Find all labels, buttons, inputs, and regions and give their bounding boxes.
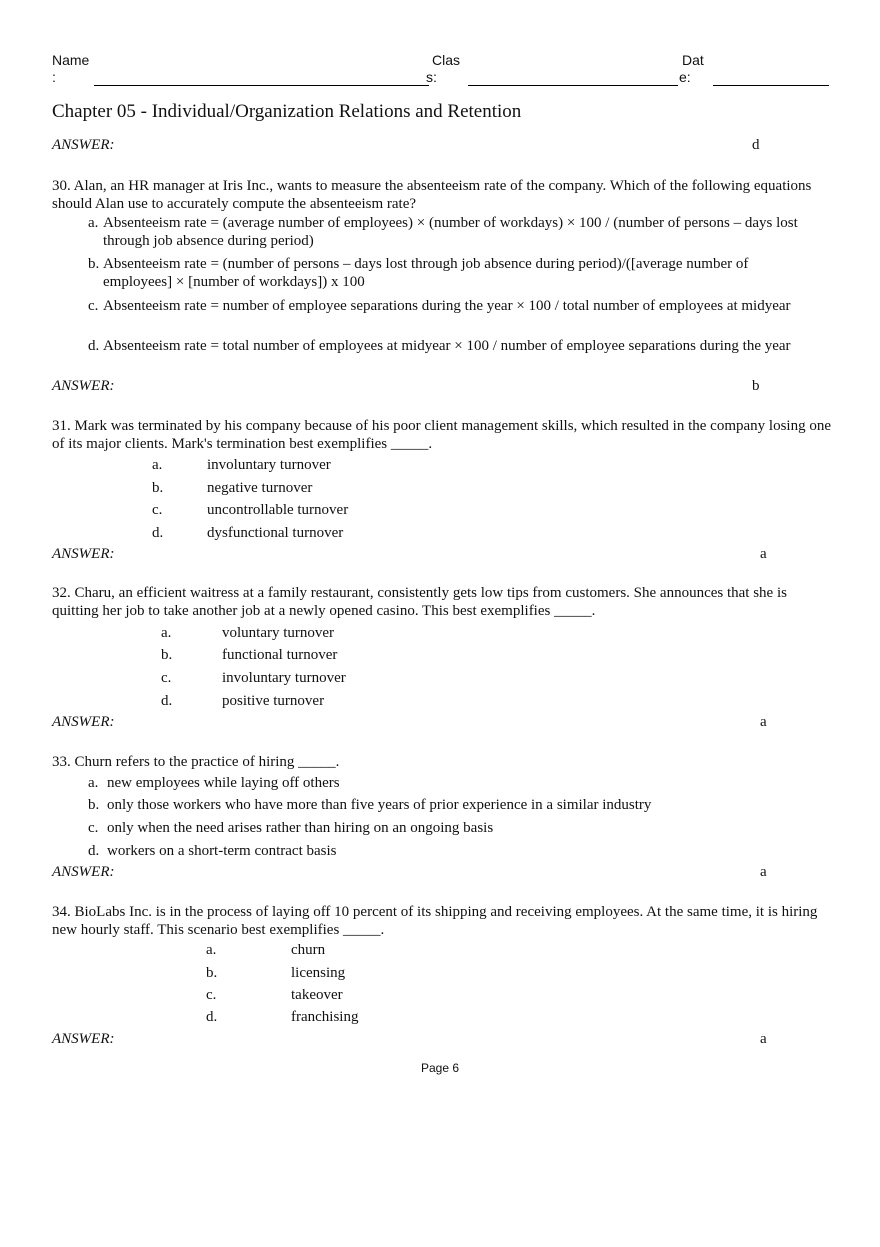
q31-option-letter: b.	[152, 480, 164, 496]
answer-label: ANSWER:	[52, 137, 115, 153]
page-number: Page 6	[420, 1061, 460, 1075]
q34-option-b[interactable]: licensing	[291, 965, 346, 981]
q30-option-b[interactable]	[88, 255, 798, 291]
option-text: Absenteeism rate = total number of employees at midyear × 100 / number of employee separations during the year	[103, 338, 791, 354]
q32-option-letter: b.	[161, 647, 173, 663]
answer-value: a	[760, 546, 767, 562]
q34-option-letter: a.	[206, 942, 217, 958]
q34-option-letter: d.	[206, 1009, 218, 1025]
question-33-stem: 33. Churn refers to the practice of hiring _____.	[52, 754, 340, 770]
q33-option-letter: c.	[88, 820, 99, 836]
q33-option-b[interactable]: only those workers who have more than five years of prior experience in a similar industry	[107, 797, 652, 813]
option-text: Absenteeism rate = (number of persons – days lost through job absence during period)/([average number of employees] × [number of workdays]) x 100	[103, 256, 749, 290]
q32-option-c[interactable]: involuntary turnover	[222, 670, 346, 686]
q33-option-letter: d.	[88, 843, 100, 859]
q34-option-d[interactable]: franchising	[291, 1009, 359, 1025]
q31-option-d[interactable]: dysfunctional turnover	[207, 525, 344, 541]
q32-option-a[interactable]: voluntary turnover	[222, 625, 335, 641]
answer-value: a	[760, 864, 767, 880]
answer-value: a	[760, 1031, 767, 1047]
question-31-stem: 31. Mark was terminated by his company because of his poor client management skills, which resulted in the company losing one of its major clients. Mark's termination best exemplifies _____.	[52, 418, 831, 452]
option-text: Absenteeism rate = number of employee separations during the year × 100 / total number of employees at midyear	[103, 298, 791, 314]
q33-option-d[interactable]: workers on a short-term contract basis	[107, 843, 337, 859]
answer-label: ANSWER:	[52, 1031, 115, 1047]
q32-option-letter: d.	[161, 693, 173, 709]
option-letter: a.	[88, 215, 99, 231]
class-field-line[interactable]	[468, 85, 678, 86]
q33-option-letter: b.	[88, 797, 100, 813]
option-letter: d.	[88, 338, 100, 354]
option-text: Absenteeism rate = (average number of employees) × (number of workdays) × 100 / (number of persons – days lost through job absence during period)	[103, 215, 798, 249]
answer-value: b	[752, 378, 760, 394]
q32-option-letter: a.	[161, 625, 172, 641]
date-field-line[interactable]	[713, 85, 829, 86]
q31-option-a[interactable]: involuntary turnover	[207, 457, 331, 473]
answer-label: ANSWER:	[52, 714, 115, 730]
answer-label: ANSWER:	[52, 546, 115, 562]
q34-option-c[interactable]: takeover	[291, 987, 343, 1003]
answer-label: ANSWER:	[52, 378, 115, 394]
q31-option-b[interactable]: negative turnover	[207, 480, 313, 496]
option-letter: b.	[88, 256, 100, 272]
question-32-stem: 32. Charu, an efficient waitress at a family restaurant, consistently gets low tips from customers. She announces that she is quitting her job to take another job at a newly opened casino. This best exemplifies _____.	[52, 585, 787, 619]
q32-option-letter: c.	[161, 670, 172, 686]
answer-value: a	[760, 714, 767, 730]
q30-option-c[interactable]	[88, 297, 798, 315]
q30-option-d[interactable]	[88, 337, 798, 355]
name-label: Name :	[52, 52, 90, 85]
q32-option-b[interactable]: functional turnover	[222, 647, 338, 663]
q34-option-letter: c.	[206, 987, 217, 1003]
question-34-stem: 34. BioLabs Inc. is in the process of laying off 10 percent of its shipping and receiving employees. At the same time, it is hiring new hourly staff. This scenario best exemplifies _____.	[52, 904, 818, 938]
q34-option-letter: b.	[206, 965, 218, 981]
chapter-title: Chapter 05 - Individual/Organization Relations and Retention	[52, 101, 522, 122]
answer-value: d	[752, 137, 760, 153]
date-label: Dat e:	[679, 52, 704, 85]
q33-option-letter: a.	[88, 775, 99, 791]
q30-option-a[interactable]	[88, 214, 798, 250]
class-label: Clas s:	[426, 52, 461, 85]
q31-option-letter: a.	[152, 457, 163, 473]
q31-option-letter: c.	[152, 502, 163, 518]
q32-option-d[interactable]: positive turnover	[222, 693, 325, 709]
answer-label: ANSWER:	[52, 864, 115, 880]
q33-option-c[interactable]: only when the need arises rather than hiring on an ongoing basis	[107, 820, 494, 836]
q31-option-letter: d.	[152, 525, 164, 541]
q34-option-a[interactable]: churn	[291, 942, 326, 958]
q31-option-c[interactable]: uncontrollable turnover	[207, 502, 349, 518]
question-30-stem: 30. Alan, an HR manager at Iris Inc., wants to measure the absenteeism rate of the company. Which of the following equations should Alan use to accurately compute the absenteeism rate?	[52, 178, 812, 212]
q33-option-a[interactable]: new employees while laying off others	[107, 775, 340, 791]
name-field-line[interactable]	[94, 85, 429, 86]
option-letter: c.	[88, 298, 99, 314]
